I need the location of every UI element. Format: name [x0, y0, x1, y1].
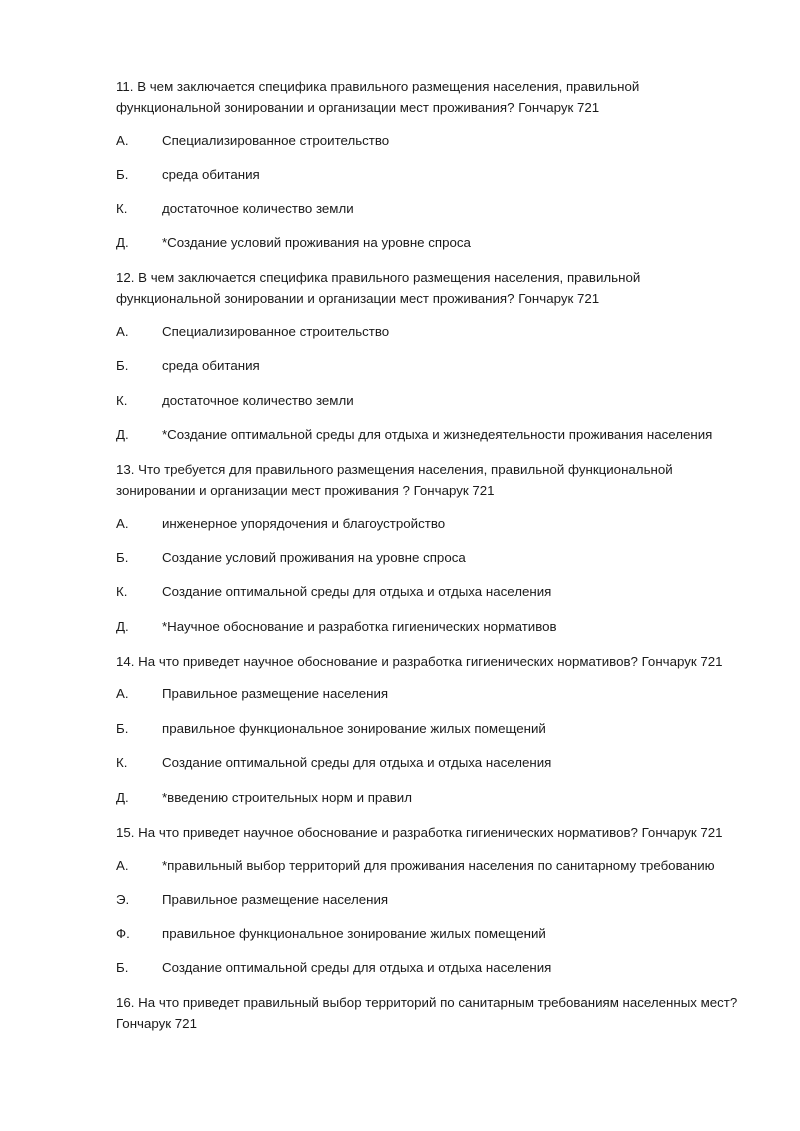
- option-letter: А.: [116, 686, 129, 701]
- question-15-option-d: [116, 959, 756, 977]
- option-text: *Создание условий проживания на уровне спроса: [162, 235, 471, 250]
- question-14: 14. На что приведет научное обоснование и разработка гигиенических нормативов? Гончарук 721: [116, 654, 723, 669]
- option-letter: Б.: [116, 960, 129, 975]
- question-13-option-c: [116, 583, 756, 601]
- question-14-option-a: [116, 685, 756, 703]
- option-letter: Д.: [116, 790, 129, 805]
- option-text: *Научное обоснование и разработка гигиенических нормативов: [162, 619, 557, 634]
- question-16: 16. На что приведет правильный выбор территорий по санитарным требованиям населенных мест? Гончарук 721: [116, 995, 738, 1031]
- option-letter: А.: [116, 133, 129, 148]
- option-letter: А.: [116, 858, 129, 873]
- option-letter: А.: [116, 324, 129, 339]
- option-text: Создание условий проживания на уровне спроса: [162, 550, 466, 565]
- option-letter: К.: [116, 393, 128, 408]
- question-13-option-b: [116, 549, 756, 567]
- option-text: Специализированное строительство: [162, 324, 390, 339]
- option-text: Создание оптимальной среды для отдыха и отдыха населения: [162, 960, 552, 975]
- option-text: достаточное количество земли: [162, 201, 354, 216]
- option-text: достаточное количество земли: [162, 393, 354, 408]
- option-letter: Д.: [116, 619, 129, 634]
- option-text: Создание оптимальной среды для отдыха и отдыха населения: [162, 755, 552, 770]
- option-text: Создание оптимальной среды для отдыха и отдыха населения: [162, 584, 552, 599]
- option-letter: К.: [116, 755, 128, 770]
- option-letter: Ф.: [116, 926, 130, 941]
- question-15: 15. На что приведет научное обоснование и разработка гигиенических нормативов? Гончарук 721: [116, 825, 723, 840]
- option-letter: Б.: [116, 550, 129, 565]
- option-letter: К.: [116, 584, 128, 599]
- question-15-option-a: [116, 857, 756, 875]
- option-letter: Б.: [116, 167, 129, 182]
- option-text: Специализированное строительство: [162, 133, 390, 148]
- question-12: 12. В чем заключается специфика правильного размещения населения, правильной функциональной зонировании и организации мест проживания? Гончарук 721: [116, 270, 641, 306]
- question-13-option-a: [116, 515, 756, 533]
- option-letter: А.: [116, 516, 129, 531]
- question-11-option-c: [116, 200, 756, 218]
- option-letter: Э.: [116, 892, 130, 907]
- question-11: 11. В чем заключается специфика правильного размещения населения, правильной функциональной зонировании и организации мест проживания? Гончарук 721: [116, 79, 640, 115]
- question-11-option-a: [116, 132, 756, 150]
- option-letter: Б.: [116, 721, 129, 736]
- question-13-option-d: [116, 618, 756, 636]
- option-text: Правильное размещение населения: [162, 686, 389, 701]
- option-text: правильное функциональное зонирование жилых помещений: [162, 721, 546, 736]
- option-text: инженерное упорядочения и благоустройство: [162, 516, 446, 531]
- question-11-option-b: [116, 166, 756, 184]
- option-text: Правильное размещение населения: [162, 892, 389, 907]
- option-letter: Д.: [116, 235, 129, 250]
- question-12-option-a: [116, 323, 756, 341]
- question-11-option-d: [116, 234, 756, 252]
- question-12-option-c: [116, 392, 756, 410]
- option-text: правильное функциональное зонирование жилых помещений: [162, 926, 546, 941]
- question-12-option-b: [116, 357, 756, 375]
- question-14-option-c: [116, 754, 756, 772]
- question-14-option-b: [116, 720, 756, 738]
- option-text: *введению строительных норм и правил: [162, 790, 412, 805]
- option-text: среда обитания: [162, 167, 260, 182]
- question-13: 13. Что требуется для правильного размещения населения, правильной функциональной зонировании и организации мест проживания ? Гончарук 721: [116, 462, 673, 498]
- question-15-option-c: [116, 925, 756, 943]
- question-15-option-b: [116, 891, 756, 909]
- question-12-option-d: [116, 426, 756, 444]
- option-text: среда обитания: [162, 358, 260, 373]
- option-text: *Создание оптимальной среды для отдыха и жизнедеятельности проживания населения: [162, 427, 713, 442]
- option-letter: К.: [116, 201, 128, 216]
- option-letter: Д.: [116, 427, 129, 442]
- question-14-option-d: [116, 789, 756, 807]
- option-letter: Б.: [116, 358, 129, 373]
- option-text: *правильный выбор территорий для проживания населения по санитарному требованию: [162, 858, 715, 873]
